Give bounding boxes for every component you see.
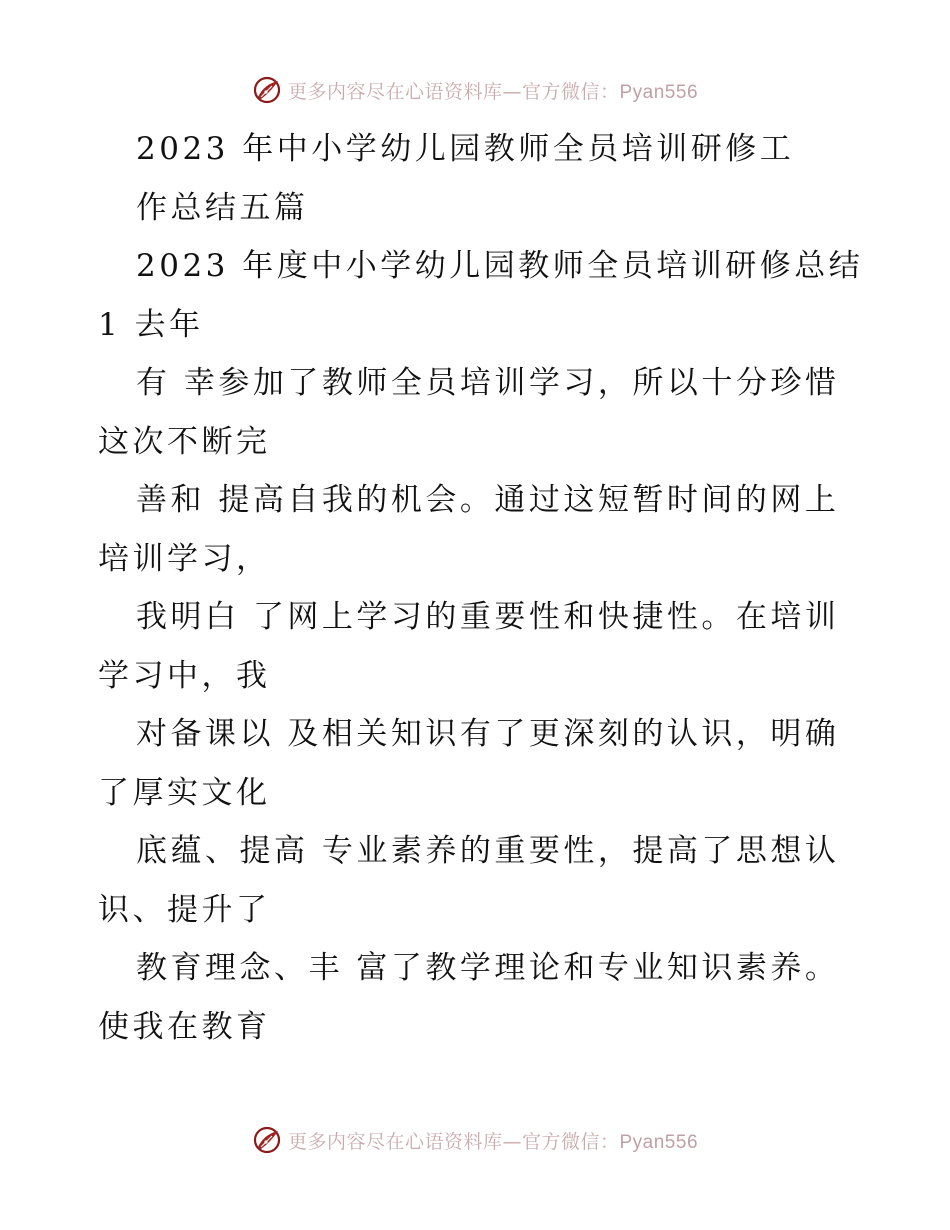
pen-nib-logo-icon <box>252 75 282 105</box>
text-line: 培训学习， <box>98 540 271 577</box>
watermark-site: 更多内容尽在心语资料库 <box>287 80 503 103</box>
text-line: 对备课以 及相关知识有了更深刻的认识，明确 <box>136 716 840 752</box>
text-line: 作总结五篇 <box>136 189 309 226</box>
text-line: 2023 年度中小学幼儿园教师全员培训研修总结 <box>136 248 864 284</box>
watermark-contact: 官方微信： <box>521 1130 620 1153</box>
text-line: 这次不断完 <box>98 423 271 460</box>
watermark-site: 更多内容尽在心语资料库 <box>287 1130 503 1153</box>
watermark-handle: Pyan556 <box>619 81 699 103</box>
text-line: 学习中，我 <box>98 657 271 694</box>
header-watermark <box>0 70 950 110</box>
text-line: 善和 提高自我的机会。通过这短暂时间的网上 <box>136 482 840 518</box>
text-line: 教育理念、丰 富了教学理论和专业知识素养。 <box>136 950 840 986</box>
pen-nib-logo-icon <box>252 1125 282 1155</box>
text-line: 2023 年中小学幼儿园教师全员培训研修工 <box>136 131 795 167</box>
text-line: 底蕴、提高 专业素养的重要性，提高了思想认 <box>136 833 840 869</box>
text-line: 我明白 了网上学习的重要性和快捷性。在培训 <box>136 599 840 635</box>
text-line: 使我在教育 <box>98 1008 271 1045</box>
watermark-contact: 官方微信： <box>521 80 620 103</box>
footer-watermark <box>0 1120 950 1160</box>
watermark-text <box>288 1127 698 1154</box>
watermark-text <box>288 77 698 104</box>
document-body <box>98 120 864 1056</box>
watermark-separator: — <box>502 80 522 103</box>
text-line: 识、提升了 <box>98 891 271 928</box>
text-line: 了厚实文化 <box>98 774 271 811</box>
text-line: 有 幸参加了教师全员培训学习，所以十分珍惜 <box>136 365 840 401</box>
watermark-separator: — <box>502 1130 522 1153</box>
watermark-handle: Pyan556 <box>619 1131 699 1153</box>
text-line: 1 去年 <box>98 306 204 343</box>
